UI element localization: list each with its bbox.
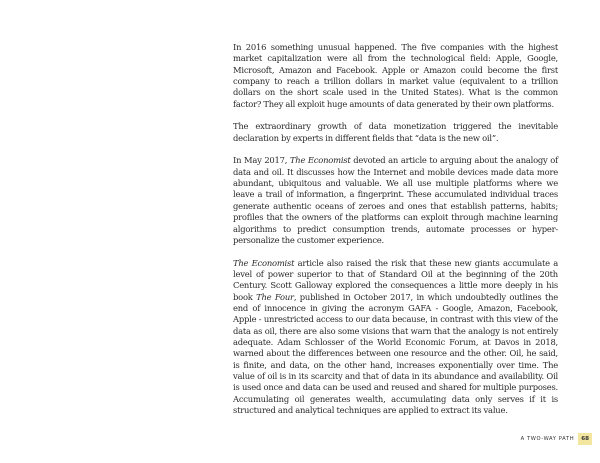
body-text-column xyxy=(233,42,558,428)
paragraph-3 xyxy=(233,155,558,246)
running-footer-title: A TWO-WAY PATH xyxy=(520,436,575,442)
paragraph-2: The extraordinary growth of data monetization triggered the inevitable declaration by experts in different fields that “data is the new oil”. xyxy=(233,121,558,143)
paragraph-3-italic-title: The Economist xyxy=(289,155,351,166)
paragraph-4-italic-book: The Four xyxy=(256,291,294,302)
paragraph-3-text-b: devoted an article to arguing about the analogy of data and oil. It discusses how the Internet and mobile devices made data more abundant, ubiquitous and valuable. We all use multiple platforms where we leave a trail of information, a fingerprint. These accumulated individual traces generate authentic oceans of zeroes and ones that establish patterns, habits; profiles that the owners of the platforms can exploit through machine learning algorithms to predict consumption trends, automate processes or hyper-personalize the customer experience. xyxy=(233,155,558,245)
paragraph-4-italic-title: The Economist xyxy=(233,257,295,268)
paragraph-3-text-a: In May 2017, xyxy=(233,155,290,166)
paragraph-4-text-a: article also raised the risk that these new giants accumulate a level of power superior to that of Standard Oil at the beginning of the 20th Century. Scott Galloway explored the consequences a little more deeply in his book xyxy=(233,257,558,302)
paragraph-4-text-b: , published in October 2017, in which undoubtedly outlines the end of innocence in giving the acronym GAFA - Google, Amazon, Facebook, Apple - unrestricted access to our data because, in contrast with this view of the data as oil, there are also some visions that warn that the analogy is not entirely adequate. Adam Schlosser of the World Economic Forum, at Davos in 2018, warned about the differences between one resource and the other. Oil, he said, is finite, and data, on the other hand, increases exponentially over time. The value of oil is in its scarcity and that of data in its abundance and availability. Oil is used once and data can be used and reused and shared for multiple purposes. Accumulating oil generates wealth, accumulating data only serves if it is structured and analytical techniques are applied to extract its value. xyxy=(233,291,558,415)
paragraph-4 xyxy=(233,258,558,417)
page-number: 68 xyxy=(578,433,592,445)
paragraph-1: In 2016 something unusual happened. The five companies with the highest market capitalization were all from the technological field: Apple, Google, Microsoft, Amazon and Facebook. Apple or Amazon could become the first company to reach a trillion dollars in market value (equivalent to a trillion dollars on the short scale used in the United States). What is the common factor? They all exploit huge amounts of data generated by their own platforms. xyxy=(233,42,558,109)
page-footer xyxy=(521,433,592,445)
